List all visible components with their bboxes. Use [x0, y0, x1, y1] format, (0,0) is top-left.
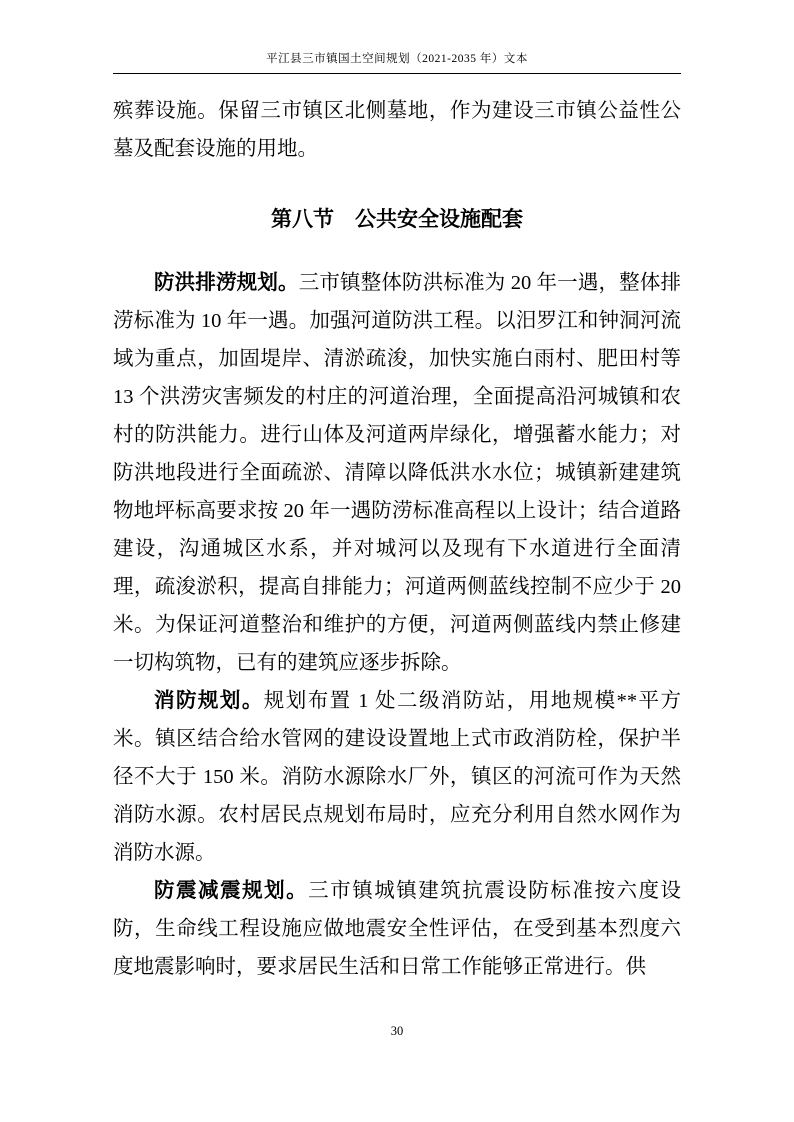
paragraph-fire-protection-text: 规划布置 1 处二级消防站，用地规模**平方米。镇区结合给水管网的建设设置地上式市政消防栓，保护半径不大于 150 米。消防水源除水厂外，镇区的河流可作为天然消防水源。农村居民点规划布局时，应充分利用自然水网作为消防水源。: [113, 690, 682, 864]
paragraph-continuation-text: 殡葬设施。保留三市镇区北侧墓地，作为建设三市镇公益性公墓及配套设施的用地。: [113, 100, 681, 160]
paragraph-earthquake-mitigation-text: 三市镇城镇建筑抗震设防标准按六度设防，生命线工程设施应做地震安全性评估，在受到基本烈度六度地震影响时，要求居民生活和日常工作能够正常进行。供: [113, 880, 682, 978]
paragraph-continuation: [113, 92, 681, 168]
paragraph-fire-protection-lead: 消防规划。: [154, 690, 264, 712]
paragraph-flood-control-text: 三市镇整体防洪标准为 20 年一遇，整体排涝标准为 10 年一遇。加强河道防洪工程。以汨罗江和钟洞河流域为重点，加固堤岸、清淤疏浚，加快实施白雨村、肥田村等 13 个洪涝灾害频发的村庄的河道治理，全面提高沿河城镇和农村的防洪能力。进行山体及河道两岸绿化，增强蓄水能力；对防洪地段进行全面疏淤、清障以降低洪水水位；城镇新建建筑物地坪标高要求按 20 年一遇防涝标准高程以上设计；结合道路建设，沟通城区水系，并对城河以及现有下水道进行全面清理，疏浚淤积，提高自排能力；河道两侧蓝线控制不应少于 20 米。为保证河道整治和维护的方便，河道两侧蓝线内禁止修建一切构筑物，已有的建筑应逐步拆除。: [113, 272, 682, 674]
paragraph-earthquake-mitigation: [113, 872, 681, 986]
page-header: [113, 50, 681, 74]
paragraph-flood-control: [113, 264, 681, 682]
paragraph-flood-control-lead: 防洪排涝规划。: [154, 272, 299, 294]
section-heading: 第八节 公共安全设施配套: [271, 207, 523, 231]
paragraph-earthquake-mitigation-lead: 防震减震规划。: [154, 880, 309, 902]
header-title: 平江县三市镇国土空间规划（2021-2035 年）文本: [266, 53, 528, 65]
document-body: [113, 92, 681, 986]
page-footer: [0, 1024, 794, 1039]
paragraph-fire-protection: [113, 682, 681, 872]
page-number: 30: [390, 1024, 404, 1038]
